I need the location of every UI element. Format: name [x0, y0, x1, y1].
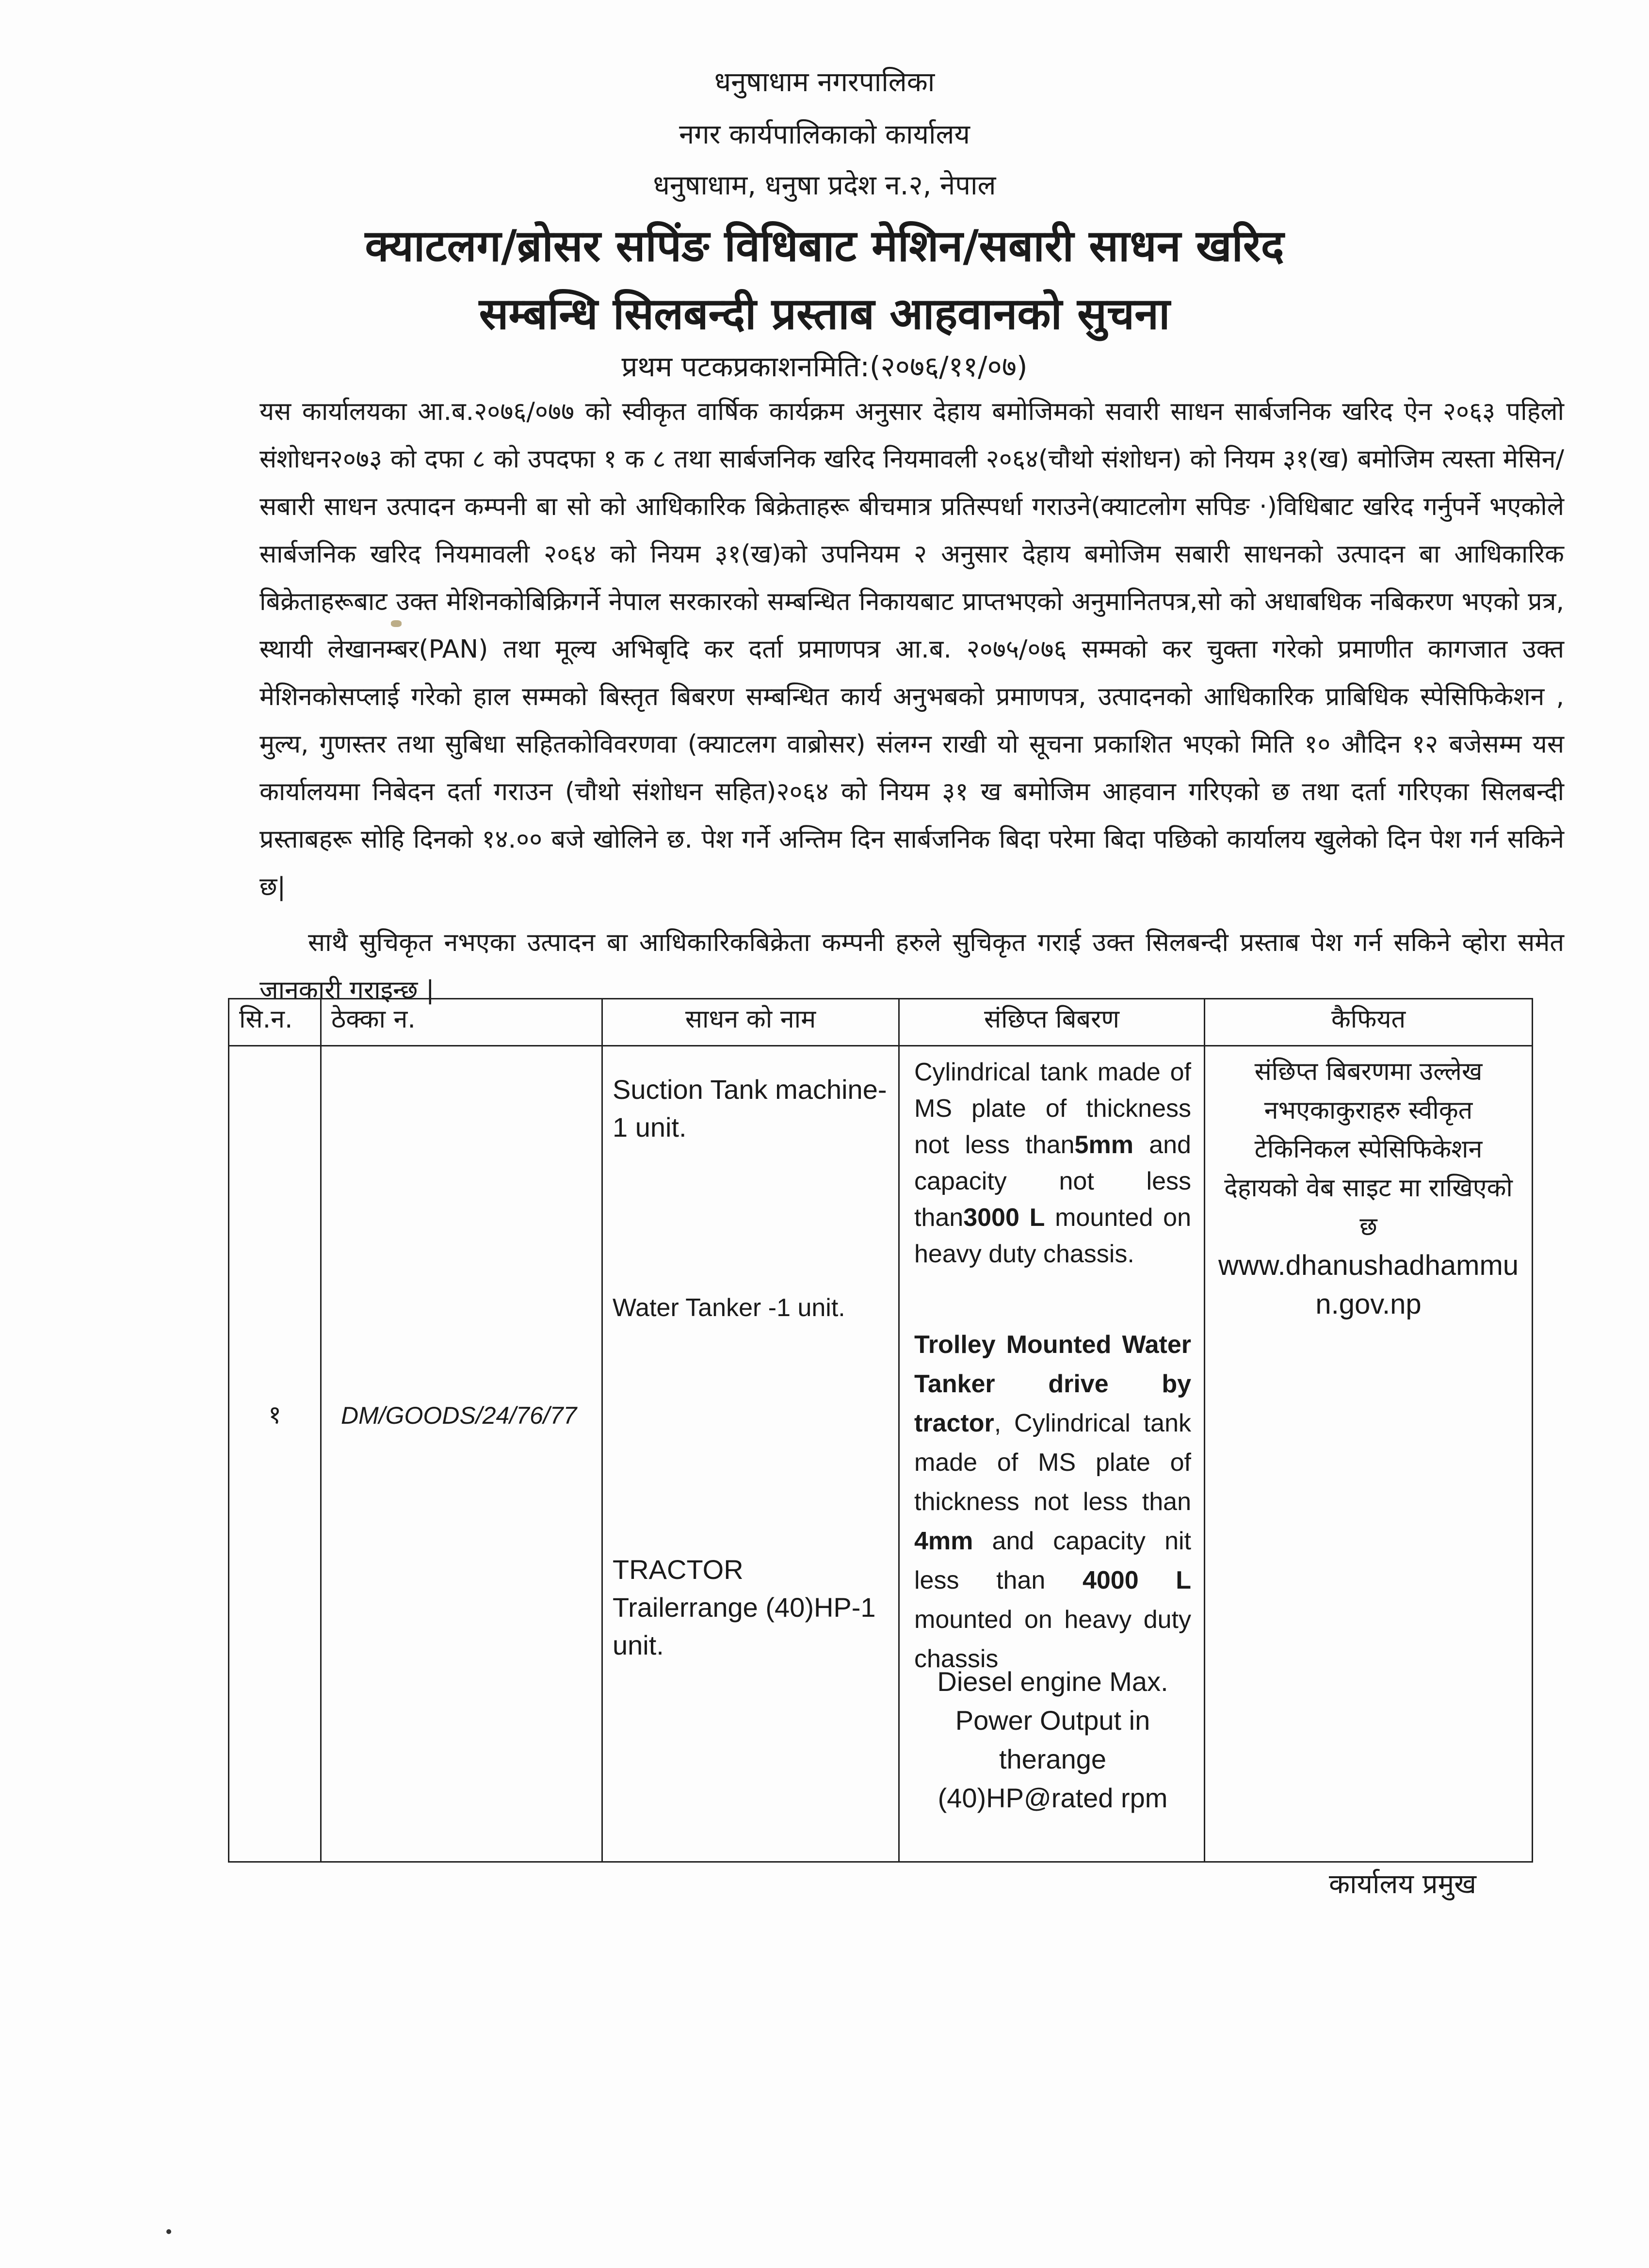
header-sn: सि.न.	[229, 999, 321, 1046]
table-header-row	[229, 999, 1533, 1046]
signatory-title: कार्यालय प्रमुख	[1329, 1868, 1476, 1900]
cell-descriptions	[899, 1046, 1205, 1862]
remarks-block	[1215, 1052, 1522, 1324]
header-item-name: साधन को नाम	[602, 999, 899, 1046]
item-water-tanker: Water Tanker -1 unit.	[613, 1294, 845, 1322]
desc2-thickness: 4mm	[914, 1527, 973, 1555]
office-name: नगर कार्यपालिकाको कार्यालय	[679, 119, 970, 150]
desc1-text-a: Cylindrical tank made of MS plate of thickness not less than	[914, 1058, 1191, 1159]
cell-contract-no	[321, 1046, 602, 1862]
desc1-capacity: 3000 L	[963, 1204, 1045, 1232]
header-contract-no: ठेक्का न.	[321, 999, 602, 1046]
notice-title-line1: क्याटलग/ब्रोसर सपिंङ विधिबाट मेशिन/सबारी साधन खरिद	[365, 221, 1284, 272]
item-suction-tank: Suction Tank machine-1 unit.	[613, 1074, 887, 1142]
desc2-text-b: , Cylindrical tank made of MS plate of thickness not less than	[914, 1409, 1191, 1516]
desc2-text-f: mounted on heavy duty chassis	[914, 1606, 1191, 1673]
cell-sn	[229, 1046, 321, 1862]
ink-smudge	[391, 620, 402, 627]
cell-items	[602, 1046, 899, 1862]
header-remarks: कैफियत	[1205, 999, 1533, 1046]
cell-remarks	[1205, 1046, 1533, 1862]
desc-tractor: Diesel engine Max. Power Output in therange (40)HP@rated rpm	[937, 1666, 1168, 1813]
contract-number: DM/GOODS/24/76/77	[341, 1402, 577, 1429]
row-sn: १	[268, 1400, 282, 1430]
procurement-table	[228, 998, 1533, 1863]
scan-speck	[166, 2229, 171, 2234]
website-link[interactable]: www.dhanushadhammun.gov.np	[1218, 1250, 1519, 1320]
publication-date: प्रथम पटकप्रकाशनमिति:(२०७६/११/०७)	[621, 350, 1028, 383]
item-tractor: TRACTOR Trailerrange (40)HP-1 unit.	[613, 1554, 876, 1660]
desc2-heading: Trolley Mounted Water Tanker drive by tractor	[914, 1331, 1191, 1437]
desc1-text-e: mounted on heavy duty chassis.	[914, 1204, 1191, 1268]
desc2-text-d: and capacity nit less than	[914, 1527, 1191, 1594]
notice-paragraph-1: यस कार्यालयका आ.ब.२०७६/०७७ को स्वीकृत वार्षिक कार्यक्रम अनुसार देहाय बमोजिमको सवारी साधन सार्बजनिक खरिद ऐन २०६३ पहिलो संशोधन२०७३ को दफा ८ को उपदफा १ क ८ तथा सार्बजनिक खरिद नियमावली २०६४(चौथो संशोधन) को नियम ३१(ख) बमोजिम त्यस्ता मेसिन/ सबारी साधन उत्पादन कम्पनी बा सो को आधिकारिक बिक्रेताहरू बीचमात्र प्रतिस्पर्धा गराउने(क्याटलोग सपिङ ·)विधिबाट खरिद गर्नुपर्ने भएकोले सार्बजनिक खरिद नियमावली २०६४ को नियम ३१(ख)को उपनियम २ अनुसार देहाय बमोजिम सबारी साधनको उत्पादन बा आधिकारिक बिक्रेताहरूबाट उक्त मेशिनकोबिक्रिगर्ने नेपाल सरकारको सम्बन्धित निकायबाट प्राप्तभएको अनुमानितपत्र,सो को अधाबधिक नबिकरण भएको प्रत्र, स्थायी लेखानम्बर(PAN) तथा मूल्य अभिबृदि कर दर्ता प्रमाणपत्र आ.ब. २०७५/०७६ सम्मको कर चुक्ता गरेको प्रमाणीत कागजात उक्त मेशिनकोसप्लाई गरेको हाल सम्मको बिस्तृत बिबरण सम्बन्धित कार्य अनुभबको प्रमाणपत्र, उत्पादनको आधिकारिक प्राबिधिक स्पेसिफिकेशन , मुल्य, गुणस्तर तथा सुबिधा सहितकोविवरणवा (क्याटलग वाब्रोसर) संलग्न राखी यो सूचना प्रकाशित भएको मिति १० औदिन १२ बजेसम्म यस कार्यालयमा निबेदन दर्ता गराउन (चौथो संशोधन सहित)२०६४ को नियम ३१ ख बमोजिम आहवान गरिएको छ तथा दर्ता गरिएका सिलबन्दी प्रस्ताबहरू सोहि दिनको १४.०० बजे खोलिने छ. पेश गर्ने अन्तिम दिन सार्बजनिक बिदा परेमा बिदा पछिको कार्यालय खुलेको दिन पेश गर्न सकिने छ|	[259, 397, 1564, 901]
desc1-thickness: 5mm	[1074, 1131, 1133, 1159]
desc2-capacity: 4000 L	[1082, 1566, 1192, 1594]
desc-water-tanker	[914, 1325, 1191, 1679]
notice-paragraph-2: साथै सुचिकृत नभएका उत्पादन बा आधिकारिकबिक्रेता कम्पनी हरुले सुचिकृत गराई उक्त सिलबन्दी प्रस्ताब पेश गर्न सकिने व्होरा समेत जानकारी गराइन्छ |	[259, 928, 1564, 1005]
notice-title-line2: सम्बन्धि सिलबन्दी प्रस्ताब आहवानको सुचना	[479, 289, 1170, 339]
municipality-name: धनुषाधाम नगरपालिका	[714, 66, 935, 98]
header-description: संछिप्त बिबरण	[899, 999, 1205, 1046]
desc1-text-c: and capacity not less than	[914, 1131, 1191, 1232]
remarks-text: संछिप्त बिबरणमा उल्लेख नभएकाकुराहरु स्वीकृत टेकिनिकल स्पेसिफिकेशन देहायको वेब साइट मा राखिएको छ	[1224, 1057, 1513, 1241]
table-row	[229, 1046, 1533, 1862]
office-address: धनुषाधाम, धनुषा प्रदेश न.२, नेपाल	[653, 170, 996, 201]
desc-suction-tank	[914, 1054, 1191, 1272]
